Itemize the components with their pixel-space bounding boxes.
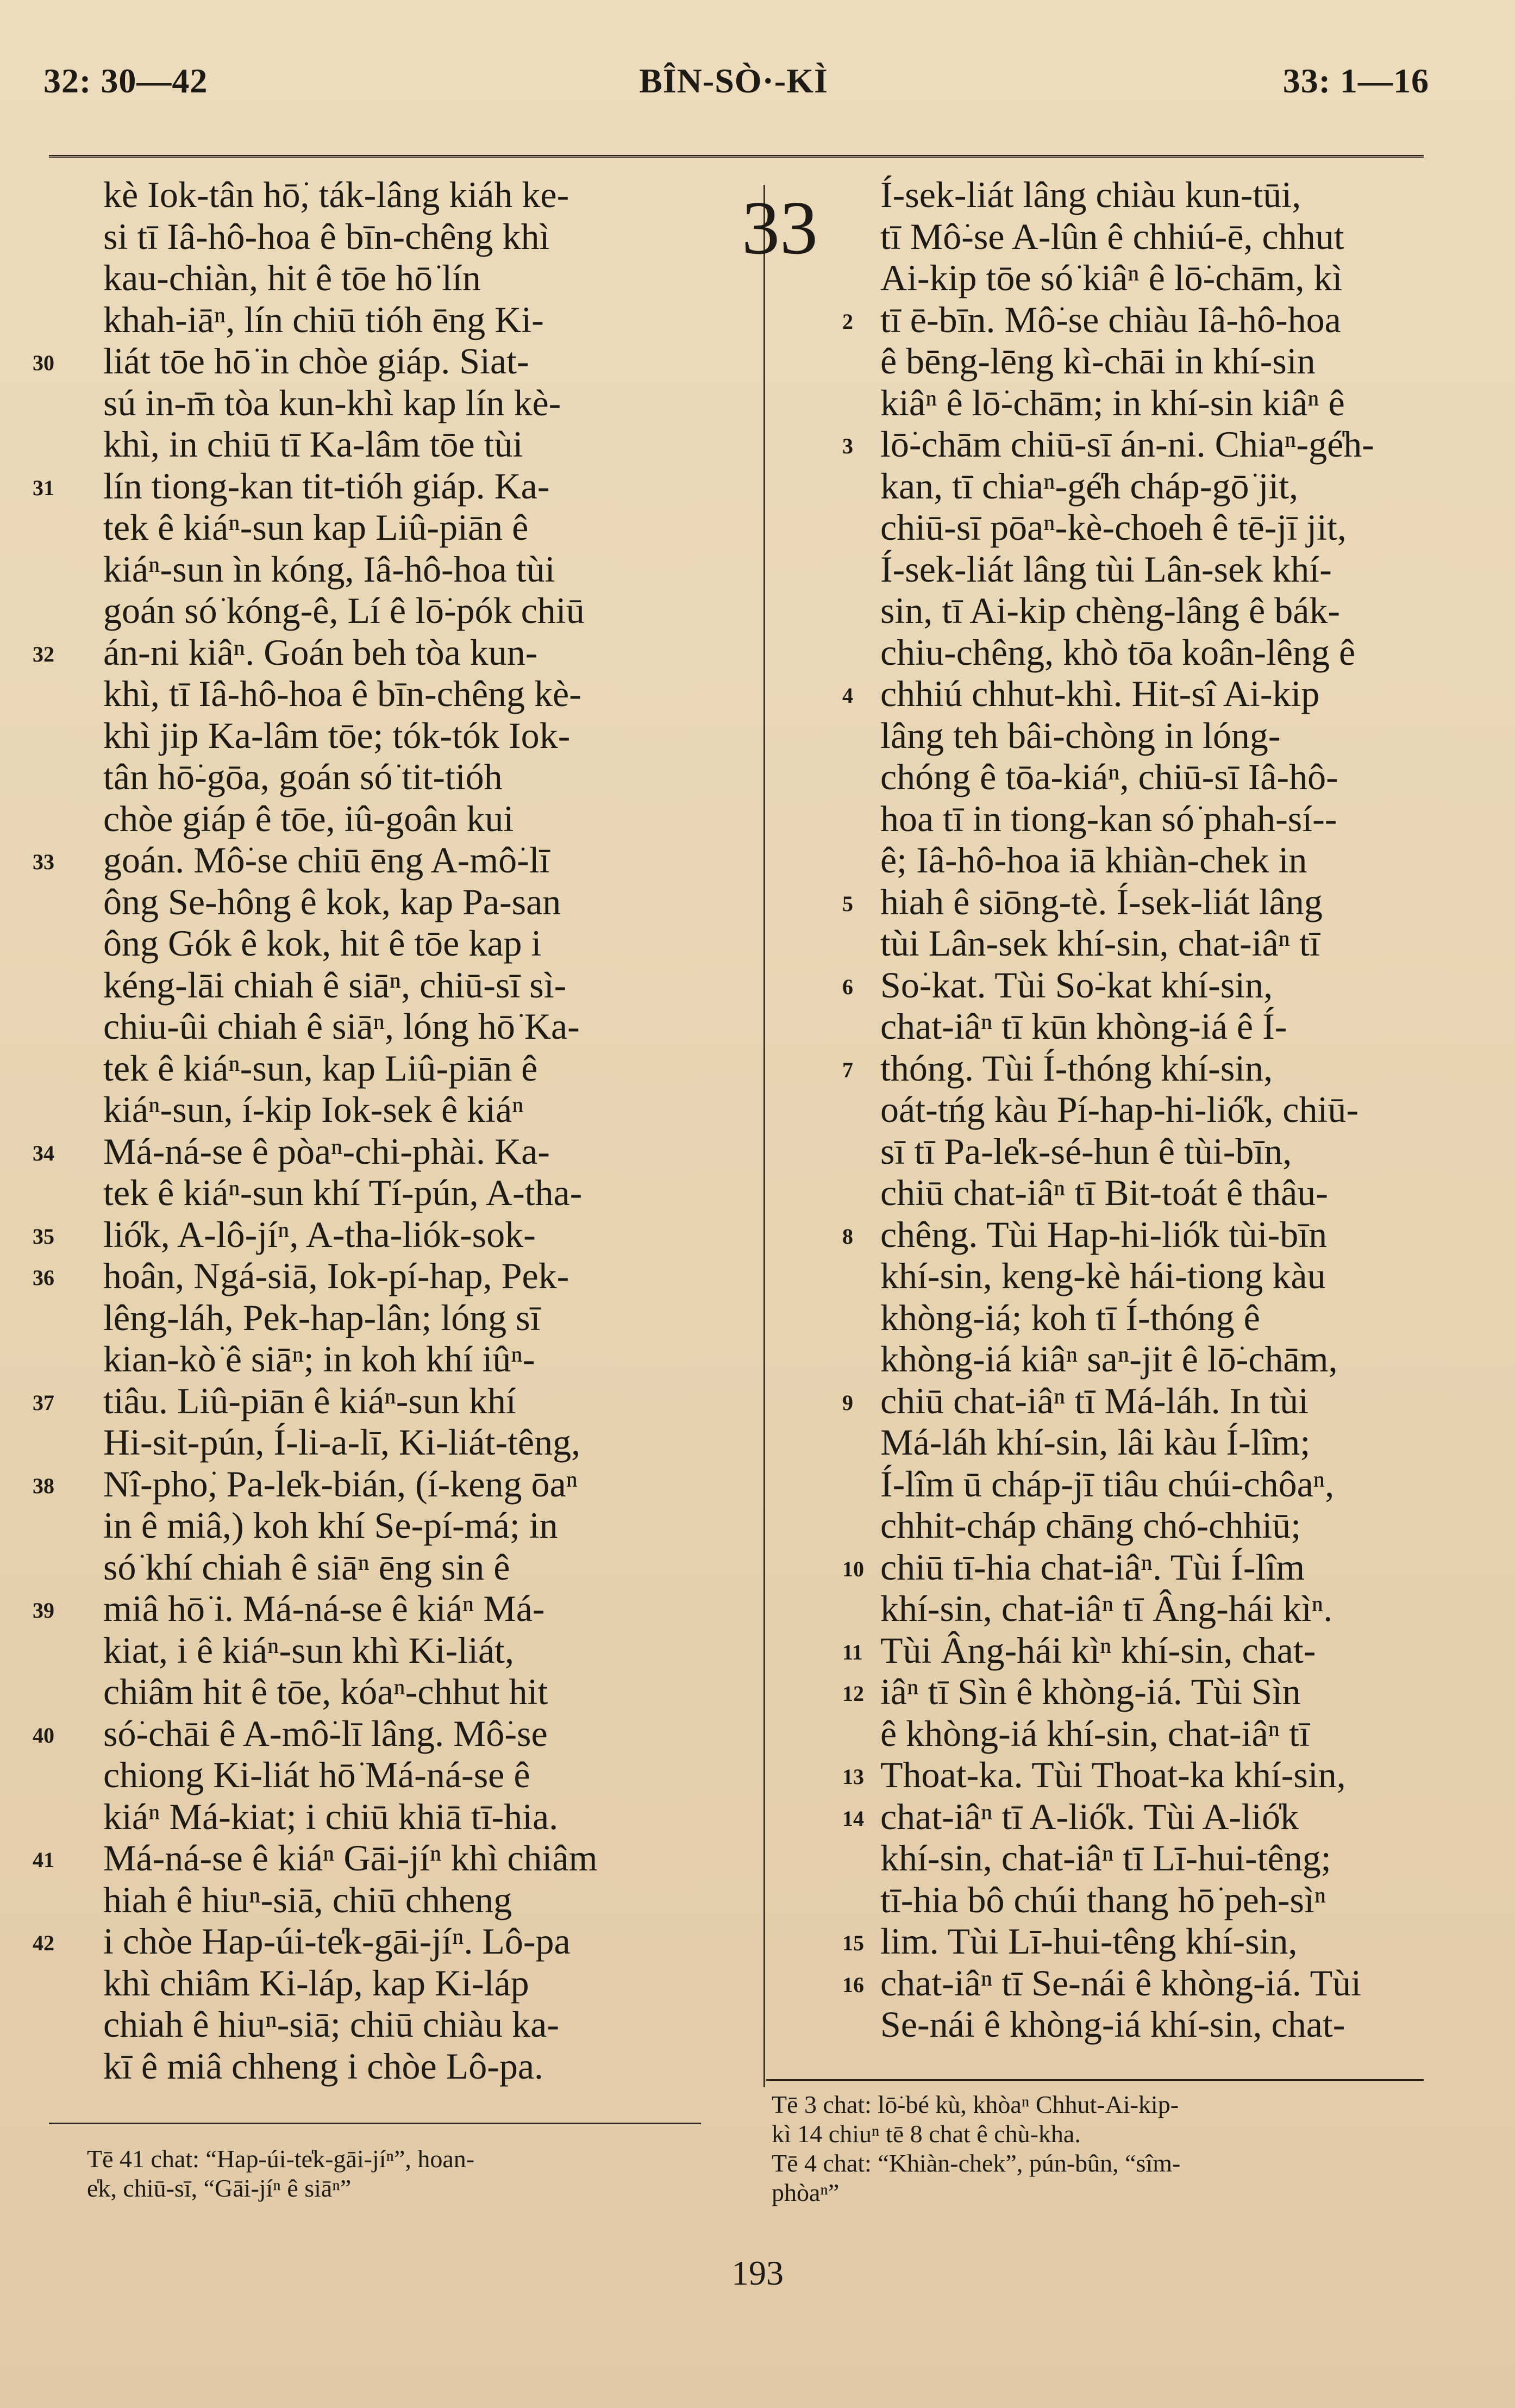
line-text: Se-nái ê khòng-iá khí-sin, chat-: [880, 2004, 1345, 2045]
text-line: [880, 1879, 1456, 1921]
text-line: [103, 1671, 750, 1713]
text-line: [33, 1463, 750, 1505]
line-text: chòe giáp ê tōe, iû-goân kui: [103, 797, 514, 839]
verse-number: 30: [33, 351, 54, 375]
text-line: [842, 964, 1456, 1006]
footnote-rule-right: [766, 2079, 1424, 2081]
line-text: khí-sin, keng-kè hái-tiong kàu: [880, 1255, 1326, 1296]
column-divider: [763, 185, 765, 2087]
verse-number: 37: [33, 1390, 54, 1415]
line-text: ông Gók ê kok, hit ê tōe kap i: [103, 922, 542, 964]
text-line: [880, 340, 1456, 382]
text-line: [103, 881, 750, 923]
text-line: [33, 1837, 750, 1879]
line-text: chhiú chhut-khì. Hit-sî Ai-kip: [880, 673, 1320, 714]
line-text: chiū tī-hia chat-iâⁿ. Tùi Í-lîm: [880, 1546, 1305, 1588]
line-text: kiáⁿ-sun, í-kip Iok-sek ê kiáⁿ: [103, 1089, 524, 1130]
verse-number: 16: [842, 1972, 864, 1997]
line-text: lâng teh bâi-chòng in lóng-: [880, 714, 1281, 756]
text-line: [842, 1920, 1456, 1962]
line-text: Má-ná-se ê kiáⁿ Gāi-jíⁿ khì chiâm: [103, 1837, 598, 1879]
text-line: [842, 1754, 1456, 1796]
footnote-line: Tē 4 chat: “Khiàn-chek”, pún-bûn, “sîm-: [772, 2149, 1181, 2177]
line-text: khòng-iá kiâⁿ saⁿ-jit ê lō͘-chām,: [880, 1338, 1338, 1380]
footnote-line: e̍k, chiū-sī, “Gāi-jíⁿ ê siāⁿ”: [87, 2174, 352, 2202]
line-text: iâⁿ tī Sìn ê khòng-iá. Tùi Sìn: [880, 1671, 1301, 1712]
line-text: ê bēng-lēng kì-chāi in khí-sin: [880, 340, 1316, 382]
verse-number: 3: [842, 434, 853, 458]
line-text: tek ê kiáⁿ-sun, kap Liû-piān ê: [103, 1047, 538, 1089]
text-line: [103, 1962, 750, 2004]
text-line: [880, 798, 1456, 840]
line-text: Má-ná-se ê pòaⁿ-chi-phài. Ka-: [103, 1130, 550, 1172]
text-line: [103, 1297, 750, 1339]
verse-number: 9: [842, 1390, 853, 1415]
text-line: [33, 1920, 750, 1962]
text-line: [880, 632, 1456, 673]
text-line: [842, 673, 1456, 715]
verse-number: 31: [33, 475, 54, 500]
line-text: sī tī Pa-le̍k-sé-hun ê tùi-bīn,: [880, 1130, 1292, 1172]
line-text: án-ni kiâⁿ. Goán beh tòa kun-: [103, 631, 538, 673]
text-line: [880, 1338, 1456, 1380]
left-column: [33, 174, 750, 2087]
text-line: [33, 1255, 750, 1297]
line-text: oát-tńg kàu Pí-hap-hi-lió̍k, chiū-: [880, 1089, 1359, 1130]
text-line: [842, 1629, 1456, 1671]
text-line: [103, 756, 750, 798]
line-text: sin, tī Ai-kip chèng-lâng ê bák-: [880, 590, 1341, 631]
line-text: só͘ khí chiah ê siāⁿ ēng sin ê: [103, 1546, 510, 1588]
line-text: in ê miâ,) koh khí Se-pí-má; in: [103, 1505, 558, 1546]
text-line: [103, 2004, 750, 2045]
text-line: [880, 382, 1456, 424]
line-text: kī ê miâ chheng i chòe Lô-pa.: [103, 2045, 544, 2087]
text-line: [842, 1671, 1456, 1713]
line-text: chat-iâⁿ tī kūn khòng-iá ê Í-: [880, 1006, 1287, 1047]
line-text: chiong Ki-liát hō͘ Má-ná-se ê: [103, 1754, 530, 1795]
line-text: chiu-chêng, khò tōa koân-lêng ê: [880, 631, 1356, 673]
verse-number: 11: [842, 1639, 863, 1664]
line-text: lō͘-chām chiū-sī án-ni. Chiaⁿ-gé̍h-: [880, 423, 1374, 465]
verse-number: 8: [842, 1224, 853, 1249]
text-line: [880, 715, 1456, 757]
footnote-line: Tē 41 chat: “Hap-úi-te̍k-gāi-jíⁿ”, hoan-: [87, 2145, 475, 2173]
line-text: thóng. Tùi Í-thóng khí-sin,: [880, 1047, 1273, 1089]
line-text: khí-sin, chat-iâⁿ tī Âng-hái kìⁿ.: [880, 1588, 1333, 1629]
line-text: khì, in chiū tī Ka-lâm tōe tùi: [103, 423, 523, 465]
text-line: [880, 1006, 1456, 1047]
text-line: [842, 1546, 1456, 1588]
text-line: [33, 1380, 750, 1422]
line-text: tī ē-bīn. Mô͘-se chiàu Iâ-hô-hoa: [880, 298, 1341, 340]
line-text: ông Se-hông ê kok, kap Pa-san: [103, 881, 561, 922]
line-text: kiat, i ê kiáⁿ-sun khì Ki-liát,: [103, 1629, 515, 1671]
line-text: Tùi Âng-hái kìⁿ khí-sin, chat-: [880, 1629, 1316, 1671]
text-line: [880, 1255, 1456, 1297]
line-text: chat-iâⁿ tī A-lió̍k. Tùi A-lió̍k: [880, 1795, 1299, 1837]
text-line: [880, 1421, 1456, 1463]
text-line: [880, 590, 1456, 632]
text-line: [880, 1713, 1456, 1755]
line-text: goán. Mô͘-se chiū ēng A-mô͘-lī: [103, 839, 550, 881]
verse-number: 2: [842, 309, 853, 334]
text-line: [103, 798, 750, 840]
text-line: [103, 548, 750, 590]
text-line: [103, 922, 750, 964]
line-text: kéng-lāi chiah ê siāⁿ, chiū-sī sì-: [103, 964, 567, 1006]
text-line: [880, 1089, 1456, 1131]
header-rule: [49, 155, 1424, 158]
line-text: tân hō͘-gōa, goán só͘ tit-tióh: [103, 756, 503, 797]
text-line: [103, 1546, 750, 1588]
line-text: chóng ê tōa-kiáⁿ, chiū-sī Iâ-hô-: [880, 756, 1338, 797]
line-text: kè Iok-tân hō͘, ták-lâng kiáh ke-: [103, 174, 569, 215]
text-line: [842, 423, 1456, 465]
line-text: Thoat-ka. Tùi Thoat-ka khí-sin,: [880, 1754, 1346, 1795]
text-line: [842, 1380, 1456, 1422]
verse-number: 42: [33, 1931, 54, 1955]
text-line: [103, 423, 750, 465]
text-line: [103, 1505, 750, 1546]
footnote-left: [87, 2144, 712, 2203]
line-text: tī-hia bô chúi thang hō͘ peh-sìⁿ: [880, 1879, 1326, 1920]
page-number: 193: [731, 2254, 784, 2292]
line-text: khah-iāⁿ, lín chiū tióh ēng Ki-: [103, 298, 544, 340]
line-text: khì, tī Iâ-hô-hoa ê bīn-chêng kè-: [103, 673, 581, 714]
text-line: [103, 1089, 750, 1131]
text-line: [103, 1047, 750, 1089]
text-line: [103, 1754, 750, 1796]
right-column: [804, 174, 1456, 2045]
verse-number: 34: [33, 1140, 54, 1165]
line-text: kian-kò͘ ê siāⁿ; in koh khí iûⁿ-: [103, 1338, 535, 1380]
line-text: chiū chat-iâⁿ tī Bit-toát ê thâu-: [880, 1172, 1328, 1213]
text-line: [842, 298, 1456, 341]
line-text: kiáⁿ Má-kiat; i chiū khiā tī-hia.: [103, 1795, 559, 1837]
line-text: hoân, Ngá-siā, Iok-pí-hap, Pek-: [103, 1255, 569, 1296]
line-text: Í-sek-liát lâng tùi Lân-sek khí-: [880, 548, 1332, 590]
line-text: goán só͘ kóng-ê, Lí ê lō͘-pók chiū: [103, 590, 585, 631]
footnote-rule-left: [49, 2123, 701, 2124]
text-line: [103, 257, 750, 299]
line-text: khì chiâm Ki-láp, kap Ki-láp: [103, 1962, 529, 2004]
line-text: chat-iâⁿ tī Se-nái ê khòng-iá. Tùi: [880, 1962, 1361, 2004]
verse-number: 6: [842, 974, 853, 999]
text-line: [103, 216, 750, 258]
line-text: ê; Iâ-hô-hoa iā khiàn-chek in: [880, 839, 1307, 881]
line-text: lió̍k, A-lô-jíⁿ, A-tha-liók-sok-: [103, 1213, 536, 1255]
chapter-number: 33: [742, 186, 818, 270]
text-line: [33, 1712, 750, 1755]
text-line: [33, 1213, 750, 1256]
text-line: [33, 631, 750, 673]
line-text: lim. Tùi Lī-hui-têng khí-sin,: [880, 1920, 1298, 1962]
footnote-line: Tē 3 chat: lō͘-bé kù, khòaⁿ Chhut-Ai-kip-: [772, 2091, 1179, 2118]
text-line: [103, 2045, 750, 2087]
text-line: [880, 1505, 1456, 1546]
text-line: [103, 382, 750, 424]
line-text: So͘-kat. Tùi So͘-kat khí-sin,: [880, 964, 1273, 1006]
line-text: kiâⁿ ê lō͘-chām; in khí-sin kiâⁿ ê: [880, 382, 1345, 423]
line-text: kan, tī chiaⁿ-gé̍h cháp-gō͘ jit,: [880, 465, 1299, 507]
text-line: [880, 839, 1456, 881]
footnote-line: kì 14 chiuⁿ tē 8 chat ê chù-kha.: [772, 2120, 1081, 2148]
line-text: chêng. Tùi Hap-hi-lió̍k tùi-bīn: [880, 1213, 1328, 1255]
text-line: [880, 257, 1456, 299]
line-text: chiâm hit ê tōe, kóaⁿ-chhut hit: [103, 1671, 548, 1712]
text-line: [103, 174, 750, 216]
verse-number: 7: [842, 1057, 853, 1082]
text-line: [880, 507, 1456, 548]
text-line: [880, 216, 1456, 258]
verse-number: 15: [842, 1931, 864, 1955]
text-line: [880, 1463, 1456, 1505]
footnote-right: [772, 2090, 1429, 2207]
line-text: lêng-láh, Pek-hap-lân; lóng sī: [103, 1296, 541, 1338]
text-line: [103, 590, 750, 632]
line-text: Hi-sit-pún, Í-li-a-lī, Ki-liát-têng,: [103, 1421, 581, 1463]
line-text: lín tiong-kan tit-tióh giáp. Ka-: [103, 465, 550, 507]
text-line: [103, 1421, 750, 1463]
header-right-ref: 33: 1—16: [1282, 61, 1429, 100]
verse-number: 41: [33, 1848, 54, 1872]
footnote-line: phòaⁿ”: [772, 2179, 840, 2206]
text-line: [33, 465, 750, 507]
verse-number: 12: [842, 1681, 864, 1706]
line-text: hiah ê hiuⁿ-siā, chiū chheng: [103, 1879, 512, 1920]
text-line: [103, 299, 750, 341]
line-text: Í-lîm ū cháp-jī tiâu chúi-chôaⁿ,: [880, 1463, 1335, 1505]
line-text: miâ hō͘ i. Má-ná-se ê kiáⁿ Má-: [103, 1588, 545, 1629]
line-text: Má-láh khí-sin, lâi kàu Í-lîm;: [880, 1421, 1311, 1463]
line-text: i chòe Hap-úi-te̍k-gāi-jíⁿ. Lô-pa: [103, 1920, 571, 1962]
line-text: khòng-iá; koh tī Í-thóng ê: [880, 1296, 1260, 1338]
line-text: sú in-m̄ tòa kun-khì kap lín kè-: [103, 382, 561, 423]
line-text: liát tōe hō͘ in chòe giáp. Siat-: [103, 340, 529, 382]
text-line: [880, 548, 1456, 590]
verse-number: 40: [33, 1723, 54, 1748]
text-line: [880, 1297, 1456, 1339]
text-line: [103, 715, 750, 757]
verse-number: 10: [842, 1556, 864, 1581]
verse-number: 4: [842, 683, 853, 708]
line-text: tùi Lân-sek khí-sin, chat-iâⁿ tī: [880, 922, 1320, 964]
text-line: [842, 1047, 1456, 1089]
text-line: [880, 756, 1456, 798]
text-line: [103, 507, 750, 548]
verse-number: 14: [842, 1806, 864, 1831]
line-text: kiáⁿ-sun ìn kóng, Iâ-hô-hoa tùi: [103, 548, 555, 590]
line-text: khí-sin, chat-iâⁿ tī Lī-hui-têng;: [880, 1837, 1331, 1879]
line-text: tek ê kiáⁿ-sun kap Liû-piān ê: [103, 507, 529, 548]
text-line: [33, 340, 750, 382]
text-line: [33, 839, 750, 881]
verse-number: 32: [33, 641, 54, 666]
line-text: Nî-pho͘, Pa-le̍k-bián, (í-keng ōaⁿ: [103, 1463, 578, 1505]
line-text: só͘-chāi ê A-mô͘-lī lâng. Mô͘-se: [103, 1712, 548, 1754]
verse-number: 13: [842, 1764, 864, 1789]
line-text: ê khòng-iá khí-sin, chat-iâⁿ tī: [880, 1712, 1310, 1754]
text-line: [103, 1172, 750, 1214]
text-line: [103, 964, 750, 1006]
line-text: chhit-cháp chāng chó-chhiū;: [880, 1505, 1301, 1546]
line-text: tī Mô͘-se A-lûn ê chhiú-ē, chhut: [880, 215, 1344, 257]
verse-number: 33: [33, 850, 54, 874]
line-text: chiah ê hiuⁿ-siā; chiū chiàu ka-: [103, 2004, 559, 2045]
verse-number: 36: [33, 1265, 54, 1290]
text-line: [842, 1962, 1456, 2004]
text-line: [880, 1131, 1456, 1172]
text-line: [103, 1338, 750, 1380]
verse-number: 5: [842, 891, 853, 916]
text-line: [842, 1795, 1456, 1838]
text-line: [33, 1588, 750, 1630]
text-line: [103, 1630, 750, 1671]
running-header: [38, 61, 1429, 110]
verse-number: 38: [33, 1473, 54, 1498]
line-text: tiâu. Liû-piān ê kiáⁿ-sun khí: [103, 1380, 516, 1421]
line-text: hiah ê siōng-tè. Í-sek-liát lâng: [880, 881, 1323, 922]
line-text: chiū-sī pōaⁿ-kè-choeh ê tē-jī jit,: [880, 507, 1347, 548]
text-line: [33, 1130, 750, 1172]
text-line: [880, 1172, 1456, 1214]
line-text: kau-chiàn, hit ê tōe hō͘ lín: [103, 257, 481, 298]
text-line: [103, 1796, 750, 1838]
text-line: [103, 673, 750, 715]
text-line: [880, 1588, 1456, 1630]
line-text: tek ê kiáⁿ-sun khí Tí-pún, A-tha-: [103, 1172, 583, 1213]
text-line: [103, 1879, 750, 1921]
line-text: chiū chat-iâⁿ tī Má-láh. In tùi: [880, 1380, 1309, 1421]
header-left-ref: 32: 30—42: [43, 61, 208, 100]
line-text: chiu-ûi chiah ê siāⁿ, lóng hō͘ Ka-: [103, 1006, 580, 1047]
text-line: [880, 1837, 1456, 1879]
verse-number: 39: [33, 1598, 54, 1623]
text-line: [880, 2004, 1456, 2045]
text-line: [103, 1006, 750, 1047]
text-line: [842, 881, 1456, 923]
text-line: [842, 1213, 1456, 1256]
verse-number: 35: [33, 1224, 54, 1249]
text-line: [880, 922, 1456, 964]
line-text: hoa tī in tiong-kan só͘ phah-sí--: [880, 797, 1337, 839]
text-line: [880, 465, 1456, 507]
text-line: [880, 174, 1456, 216]
header-book-title: BÎN-SÒ·-KÌ: [639, 61, 828, 100]
line-text: khì jip Ka-lâm tōe; tók-tók Iok-: [103, 714, 571, 756]
line-text: Í-sek-liát lâng chiàu kun-tūi,: [880, 174, 1301, 215]
line-text: si tī Iâ-hô-hoa ê bīn-chêng khì: [103, 215, 550, 257]
line-text: Ai-kip tōe só͘ kiâⁿ ê lō͘-chām, kì: [880, 257, 1343, 298]
